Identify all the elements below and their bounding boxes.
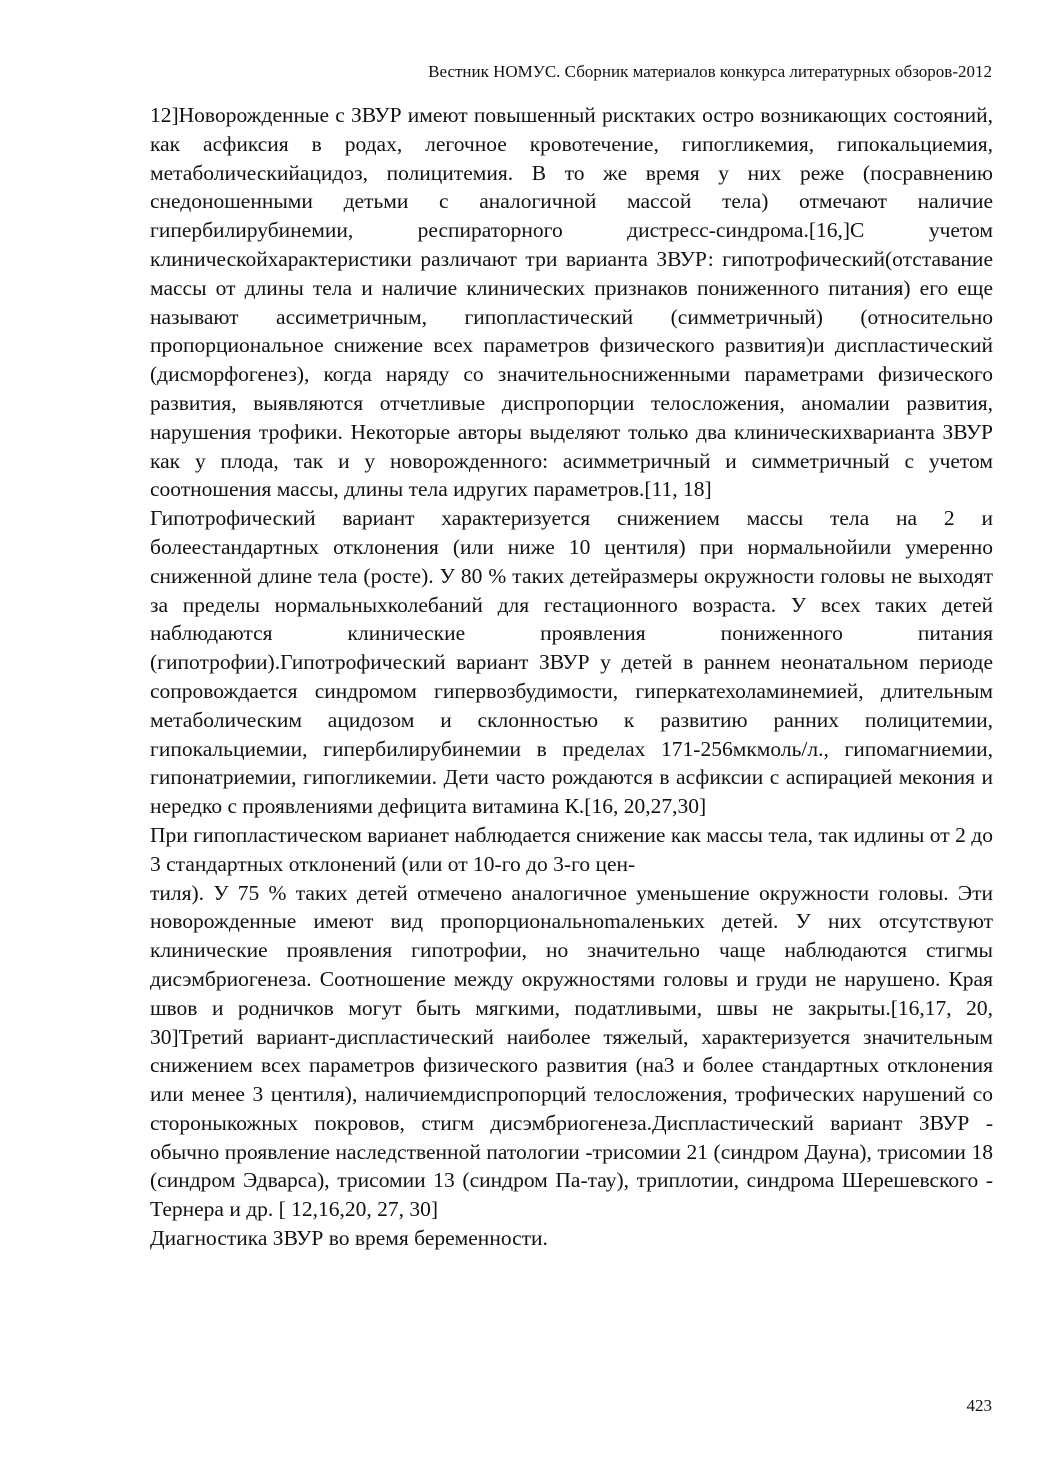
- page-number: 423: [966, 1396, 992, 1415]
- section-heading-diagnostics: Диагностика ЗВУР во время беременности.: [150, 1226, 548, 1251]
- paragraph-classification: 12]Новорожденные с ЗВУР имеют повышенный рисктаких остро возникающих состояний, как асфиксия в родах, легочное кровотечение, гипогликемия, гипокальциемия, метаболическийацидоз, полицитемия. В то же время у них реже (посравнению снедоношенными детьми с аналогичной массой тела) отмечают наличие гипербилирубинемии, респираторного дистресс-синдрома.[16,]С учетом клиническойхарактеристики различают три варианта ЗВУР: гипотрофический(отставание массы от длины тела и наличие клинических признаков пониженного питания) его еще называют ассиметричным, гипопластический (симметричный) (относительно пропорциональное снижение всех параметров физического развития)и диспластический (дисморфогенез), когда наряду со значительносниженными параметрами физического развития, выявляются отчетливые диспропорции телосложения, аномалии развития, нарушения трофики. Некоторые авторы выделяют только два клиническихварианта ЗВУР как у плода, так и у новорожденного: асимметричный и симметричный с учетом соотношения массы, длины тела идругих параметров.[11, 18]: [150, 103, 993, 502]
- paragraph-hypoplastic-variant: При гипопластическом варианет наблюдается снижение как массы тела, так идлины от 2 до 3 стандартных отклонений (или от 10-го до 3-го цен-: [150, 822, 993, 876]
- paragraph-dysplastic-variant: тиля). У 75 % таких детей отмечено аналогичное уменьшение окружности головы. Эти новорожденные имеют вид пропорциональноmаленьких детей. У них отсутствуют клинические проявления гипотрофии, но значительно чаще наблюдаются стигмы дисэмбриогенеза. Соотношение между окружностями головы и груди не нарушено. Края швов и родничков могут быть мягкими, податливыми, швы не закрыты.[16,17, 20, 30]Третий вариант-диспластический наиболее тяжелый, характеризуется значительным снижением всех параметров физического развития (на3 и более стандартных отклонения или менее 3 центиля), наличиемдиспропорций телосложения, трофических нарушений со стороныкожных покровов, стигм дисэмбриогенеза.Диспластический вариант ЗВУР - обычно проявление наследственной патологии -трисомии 21 (синдром Дауна), трисомии 18 (синдром Эдварса), трисомии 13 (синдром Па-тау), триплотии, синдрома Шерешевского - Тернера и др. [ 12,16,20, 27, 30]: [150, 880, 993, 1222]
- body-text: [150, 101, 993, 1253]
- paragraph-hypotrophic-variant: Гипотрофический вариант характеризуется снижением массы тела на 2 и болеестандартных отклонения (или ниже 10 центиля) при нормальнойили умеренно сниженной длине тела (росте). У 80 % таких детейразмеры окружности головы не выходят за пределы нормальныхколебаний для гестационного возраста. У всех таких детей наблюдаются клинические проявления пониженного питания (гипотрофии).Гипотрофический вариант ЗВУР у детей в раннем неонатальном периоде сопровождается синдромом гипервозбудимости, гиперкатехоламинемией, длительным метаболическим ацидозом и склонностью к развитию ранних полицитемии, гипокальциемии, гипербилирубинемии в пределах 171-256мкмоль/л., гипомагниемии, гипонатриемии, гипогликемии. Дети часто рождаются в асфиксии с аспирацией мекония и нередко с проявлениями дефицита витамина К.[16, 20,27,30]: [150, 506, 993, 819]
- running-header: Вестник НОМУС. Сборник материалов конкурса литературных обзоров-2012: [428, 62, 992, 81]
